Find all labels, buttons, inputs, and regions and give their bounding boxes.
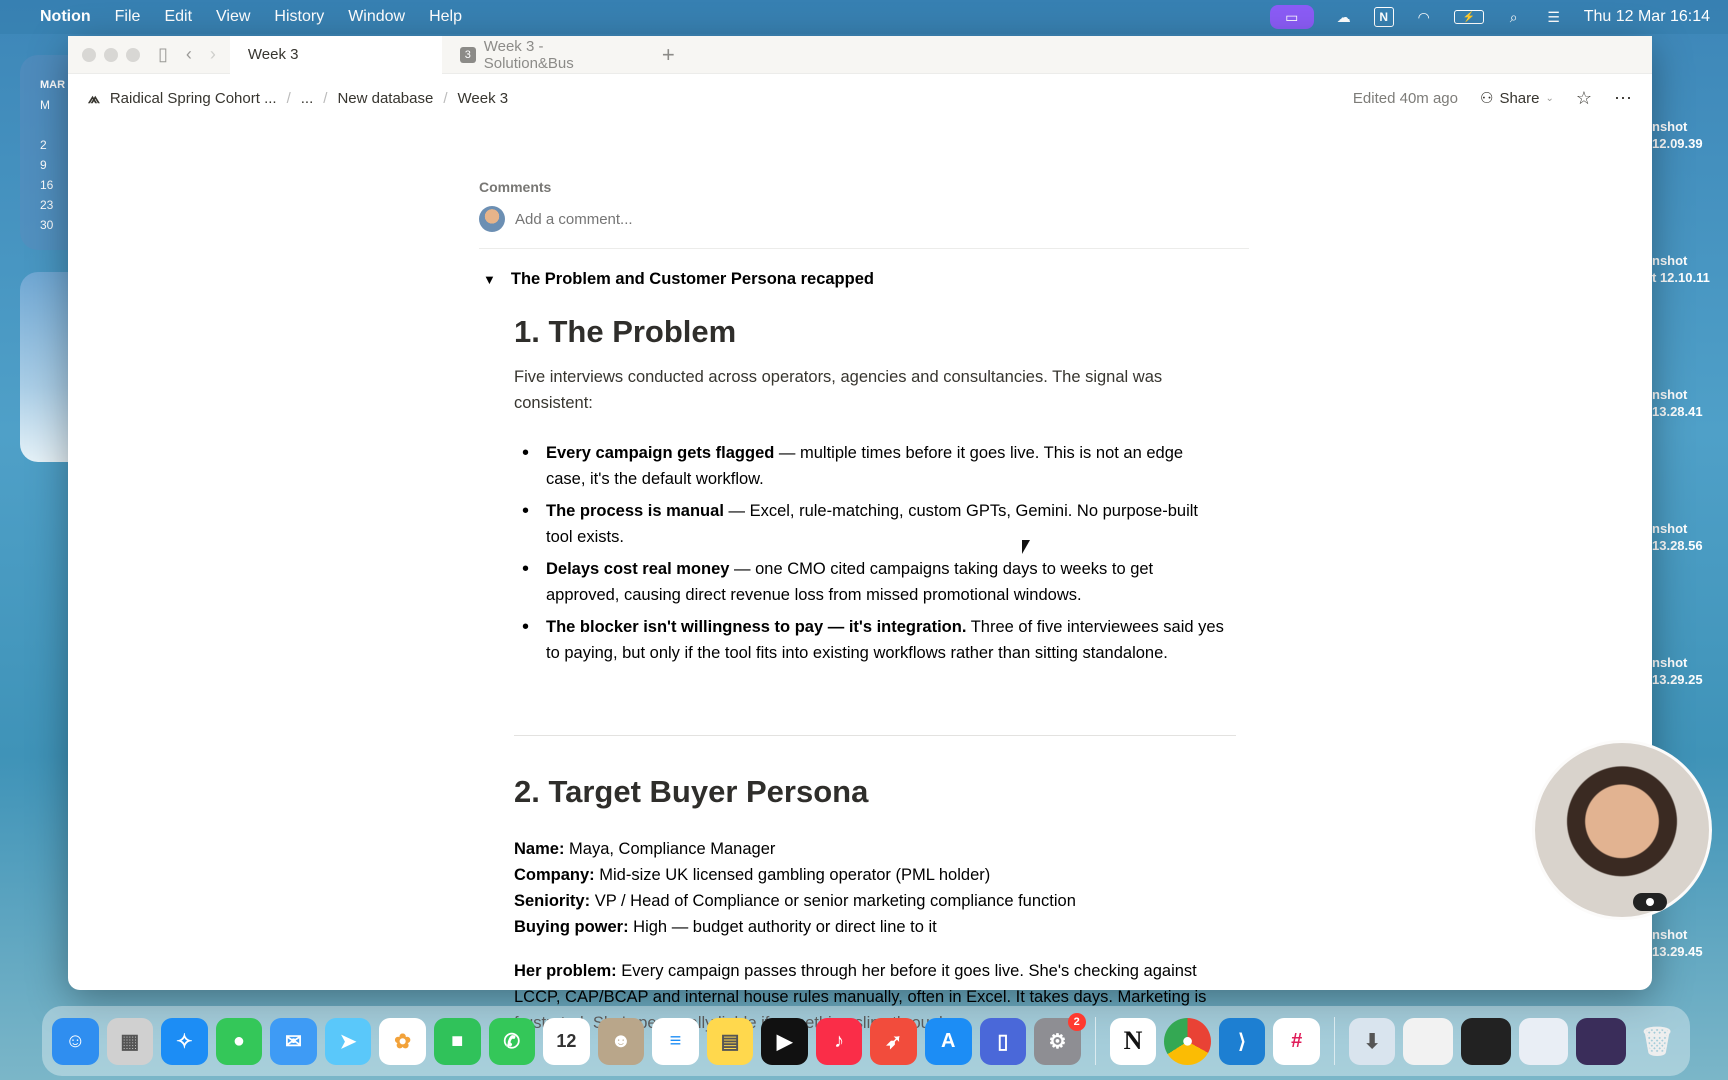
desktop-file-name: nshot (1652, 387, 1688, 402)
breadcrumb-workspace[interactable]: Raidical Spring Cohort ... (109, 89, 277, 107)
maps-icon[interactable]: ➤ (325, 1018, 372, 1065)
desktop-file[interactable] (1652, 926, 1728, 960)
apple-tv-icon[interactable]: ▶ (761, 1018, 808, 1065)
share-label: Share (1499, 89, 1540, 107)
avatar (479, 206, 505, 232)
cloud-icon[interactable]: ☁ (1336, 8, 1351, 25)
calendar-widget-date: 2 (40, 138, 47, 152)
bullet-text: — multiple times before it goes live. This is not an edge case, it's the default workflow. (546, 444, 1184, 488)
back-arrow-icon[interactable]: ‹ (185, 44, 192, 64)
calendar-icon[interactable] (543, 1018, 590, 1065)
bullet-text: Three of five interviewees said yes to paying, but only if the tool fits into existing workflows rather than sitting standalone. (546, 618, 1224, 662)
comment-row (479, 206, 1249, 232)
field-label: Her problem: (514, 962, 617, 980)
menu-clock[interactable]: Thu 12 Mar 16:14 (1583, 8, 1710, 25)
field-label: Company: (514, 866, 595, 884)
calendar-widget-date: 16 (40, 178, 54, 192)
desktop-file-time: 13.28.41 (1652, 404, 1703, 419)
bullet-bold: The blocker isn't willingness to pay — it's integration. (546, 618, 967, 636)
field-value: High — budget authority or direct line to it (628, 918, 937, 936)
desktop-file[interactable] (1652, 520, 1728, 554)
vscode-icon[interactable]: ⟩ (1219, 1018, 1266, 1065)
system-settings-icon[interactable]: ⚙ 2 (1034, 1018, 1081, 1065)
field-value: Every campaign passes through her before it goes live. She's checking against LCCP, CAP/BCAP and internal house rules manually, often in Excel. It takes days. Marketing is something through. (514, 962, 1207, 1032)
field-label: Name: (514, 840, 565, 858)
wifi-icon[interactable]: ◠ (1417, 8, 1430, 25)
share-button[interactable] (1480, 89, 1554, 107)
reminders-icon[interactable]: ≡ (652, 1018, 699, 1065)
divider (479, 248, 1249, 249)
menu-view[interactable]: View (216, 8, 251, 25)
launchpad-icon[interactable]: ▦ (107, 1018, 154, 1065)
page-content (68, 122, 1652, 1032)
bullet-bold: The process is manual (546, 502, 724, 520)
desktop-file[interactable] (1652, 118, 1728, 152)
desktop-file-time: 13.29.45 (1652, 944, 1703, 959)
finder-icon[interactable]: ☺ (52, 1018, 99, 1065)
breadcrumb (88, 90, 508, 107)
menu-help[interactable]: Help (429, 8, 462, 25)
list-item (514, 556, 1224, 608)
topbar-actions (1353, 88, 1632, 109)
new-tab-plus-icon[interactable]: + (661, 41, 675, 67)
edited-timestamp: Edited 40m ago (1352, 89, 1458, 107)
recent-window-thumbnail[interactable] (1519, 1018, 1569, 1065)
facetime-icon[interactable]: ■ (434, 1018, 481, 1065)
desktop-file[interactable] (1652, 386, 1728, 420)
calendar-widget-date: 30 (40, 218, 54, 232)
problem-bullets (514, 440, 1224, 672)
screen-record-icon[interactable]: ▭ (1270, 5, 1314, 29)
field-label: Seniority: (514, 892, 591, 910)
notion-status-icon[interactable]: N (1374, 7, 1394, 27)
field-value: Maya, Compliance Manager (564, 840, 776, 858)
desktop-file-time: 13.29.25 (1652, 672, 1703, 687)
slack-icon[interactable]: # (1273, 1018, 1320, 1065)
record-toggle-button[interactable] (1633, 893, 1667, 911)
mouse-cursor (1022, 540, 1030, 554)
desktop-file-name: nshot (1652, 253, 1688, 268)
comments-label: Comments (479, 179, 552, 195)
list-item (514, 440, 1224, 492)
bullet-bold: Delays cost real money (546, 560, 730, 578)
desktop-file-time: 13.28.56 (1652, 538, 1703, 553)
close-window-button[interactable] (82, 48, 96, 62)
recent-window-thumbnail[interactable] (1576, 1018, 1626, 1065)
minimize-window-button[interactable] (104, 48, 118, 62)
heading-target-buyer-persona: 2. Target Buyer Persona (514, 774, 869, 809)
breadcrumb-ellipsis[interactable]: ... (300, 89, 314, 107)
desktop-file[interactable] (1652, 252, 1728, 286)
desktop-file-name: nshot (1652, 655, 1688, 670)
toggle-triangle-icon[interactable]: ▼ (483, 272, 496, 287)
calendar-day: 12 (556, 1030, 577, 1051)
safari-icon[interactable]: ✧ (161, 1018, 208, 1065)
menu-edit[interactable]: Edit (164, 8, 193, 25)
status-area (1270, 5, 1710, 29)
breadcrumb-database[interactable]: New database (337, 89, 434, 107)
menu-file[interactable]: File (114, 8, 141, 25)
divider (514, 735, 1236, 736)
breadcrumb-separator: / (286, 89, 291, 107)
phone-icon[interactable]: ✆ (489, 1018, 536, 1065)
tab-label: Week 3 - Solution&Bus (483, 37, 574, 72)
calendar-widget-date: 9 (40, 158, 47, 172)
persona-name (514, 836, 1076, 862)
search-icon[interactable]: ⌕ (1509, 8, 1518, 25)
toggle-title: The Problem and Customer Persona recapped (510, 270, 874, 288)
photos-icon[interactable]: ✿ (379, 1018, 426, 1065)
bullet-bold: Every campaign gets flagged (546, 444, 775, 462)
mail-icon[interactable]: ✉ (270, 1018, 317, 1065)
tab-week-3-solution[interactable] (442, 36, 654, 74)
menu-bar (0, 0, 1728, 34)
messages-icon[interactable]: ● (216, 1018, 263, 1065)
zoom-window-button[interactable] (126, 48, 140, 62)
desktop-file-time: 12.09.39 (1652, 136, 1703, 151)
toggle-block[interactable] (483, 270, 874, 289)
recent-window-thumbnail[interactable] (1403, 1018, 1453, 1065)
window-controls (82, 48, 140, 62)
rocket-icon[interactable]: ➶ (870, 1018, 917, 1065)
field-label: Buying power: (514, 918, 629, 936)
contacts-icon[interactable]: ☻ (598, 1018, 645, 1065)
battery-icon[interactable]: ⚡ (1454, 10, 1484, 24)
dock (42, 1006, 1690, 1076)
breadcrumb-page[interactable]: Week 3 (457, 89, 509, 107)
heading-the-problem: 1. The Problem (514, 314, 737, 349)
breadcrumb-separator: / (443, 89, 448, 107)
trash-icon[interactable]: 🗑 (1639, 1025, 1675, 1057)
music-icon[interactable]: ♪ (816, 1018, 863, 1065)
page-icon: 3 (460, 47, 476, 63)
notification-badge: 2 (1068, 1013, 1086, 1031)
desktop-file-name: nshot (1652, 119, 1688, 134)
dock-separator (1334, 1017, 1335, 1065)
bullet-text: — one CMO cited campaigns taking days to weeks to get approved, causing direct revenue loss from missed promotional windows. (546, 560, 1154, 604)
breadcrumb-separator: / (323, 89, 328, 107)
persona-fields (514, 836, 1076, 940)
calendar-widget-date: 23 (40, 198, 54, 212)
menu-app-name[interactable]: Notion (40, 8, 91, 25)
bullet-text: — Excel, rule-matching, custom GPTs, Gemini. No purpose-built tool exists. (546, 502, 1198, 546)
persona-buying-power (514, 914, 1076, 940)
tab-bar (68, 36, 1652, 74)
sidebar-toggle-icon[interactable]: ▯ (158, 44, 168, 64)
list-item (514, 614, 1224, 666)
simulator-icon[interactable]: ▯ (980, 1018, 1027, 1065)
forward-arrow-icon[interactable]: › (209, 44, 216, 64)
page-topbar (68, 74, 1652, 122)
more-options-icon[interactable]: ⋯ (1614, 87, 1632, 108)
notes-icon[interactable]: ▤ (707, 1018, 754, 1065)
people-icon: ⚇ (1479, 90, 1494, 107)
notion-window (68, 36, 1652, 1032)
problem-intro: Five interviews conducted across operators, agencies and consultancies. The signal was consistent: (514, 368, 1163, 412)
menu-history[interactable]: History (274, 8, 325, 25)
star-icon[interactable]: ☆ (1575, 87, 1592, 108)
webcam-bubble[interactable] (1532, 740, 1712, 920)
workspace-logo-icon: ⩕ (88, 89, 100, 107)
field-value: VP / Head of Compliance or senior marketing compliance function (590, 892, 1076, 910)
persona-company (514, 862, 1076, 888)
list-item (514, 498, 1224, 550)
desktop-file-time: t 12.10.11 (1652, 270, 1710, 285)
chevron-down-icon: ⌄ (1545, 92, 1554, 104)
chrome-icon[interactable]: ● (1164, 1018, 1211, 1065)
notion-icon[interactable]: N (1110, 1018, 1157, 1065)
menu-window[interactable]: Window (348, 8, 406, 25)
control-center-icon[interactable]: ☰ (1547, 8, 1560, 25)
calendar-widget-day-header: M (40, 98, 50, 112)
field-value: Mid-size UK licensed gambling operator (PML holder) (594, 866, 991, 884)
downloads-icon[interactable]: ⬇ (1349, 1018, 1396, 1065)
recent-window-thumbnail[interactable] (1461, 1018, 1511, 1065)
desktop-file-name: nshot (1652, 521, 1688, 536)
desktop-file-name: nshot (1652, 927, 1688, 942)
dock-separator (1095, 1017, 1096, 1065)
app-store-icon[interactable]: A (925, 1018, 972, 1065)
persona-seniority (514, 888, 1076, 914)
comment-input[interactable] (515, 211, 915, 228)
desktop-file[interactable] (1652, 654, 1728, 688)
calendar-widget-month: MAR (40, 79, 66, 91)
tab-label: Week 3 (247, 46, 299, 63)
tab-week-3[interactable] (230, 36, 442, 74)
